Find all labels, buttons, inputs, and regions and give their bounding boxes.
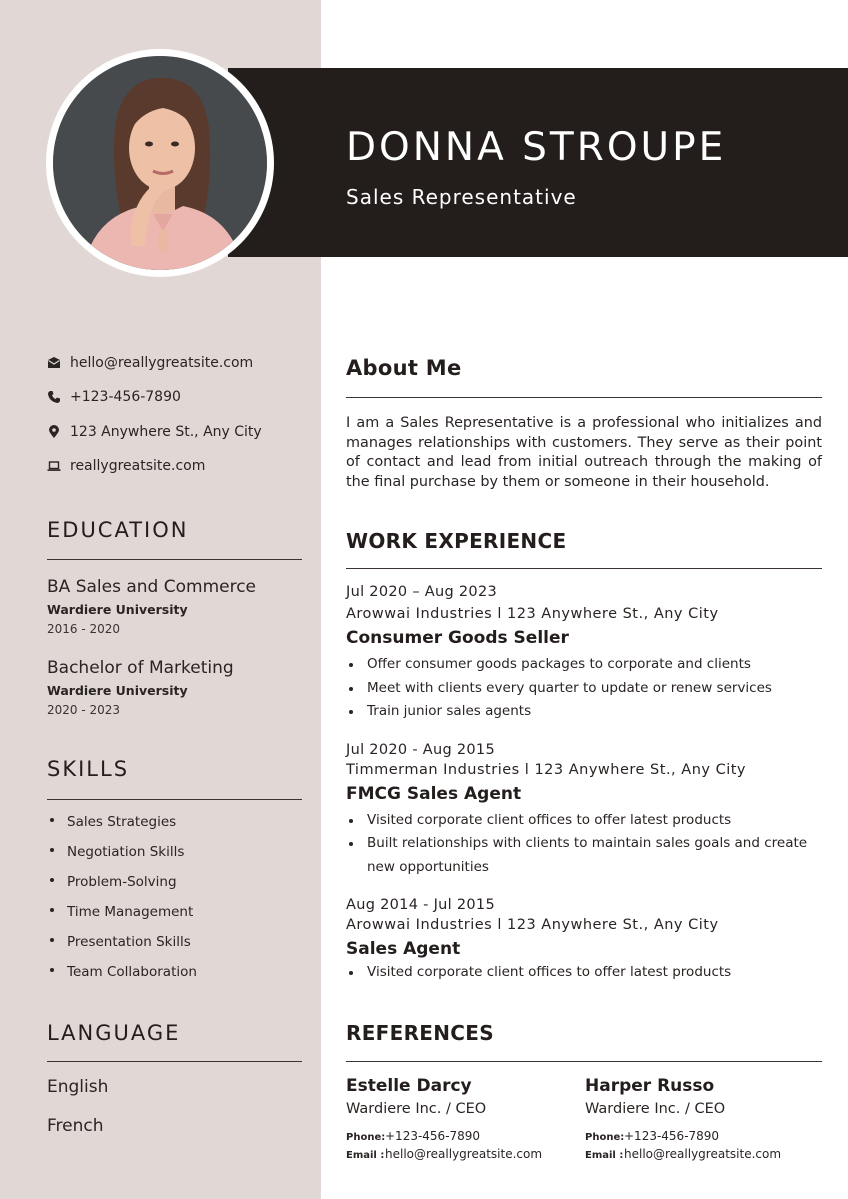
about-heading: About Me: [346, 356, 462, 380]
education-degree: BA Sales and Commerce: [47, 577, 257, 597]
job-title: FMCG Sales Agent: [346, 784, 522, 804]
reference-phone: Phone:+123-456-7890: [585, 1129, 720, 1143]
job-company: Timmerman Industries l 123 Anywhere St., Any City: [346, 762, 746, 778]
contact-address-text: 123 Anywhere St., Any City: [70, 424, 262, 440]
job-date: Aug 2014 - Jul 2015: [346, 897, 495, 913]
job-title: Sales Agent: [346, 939, 461, 959]
language-item: English: [47, 1077, 109, 1097]
job-date: Jul 2020 - Aug 2015: [346, 742, 495, 758]
job-bullet: Built relationships with clients to maintain sales goals and create new opportunities: [349, 832, 809, 879]
education-school: Wardiere University: [47, 602, 188, 617]
job-date: Jul 2020 – Aug 2023: [346, 584, 497, 600]
language-heading: LANGUAGE: [47, 1021, 181, 1045]
reference-company: Wardiere Inc. / CEO: [346, 1101, 487, 1117]
skill-item: Problem-Solving: [50, 874, 177, 890]
education-years: 2020 - 2023: [47, 703, 121, 717]
education-heading: EDUCATION: [47, 518, 189, 542]
phone-icon: [47, 390, 61, 404]
candidate-role: Sales Representative: [346, 185, 577, 209]
skill-item: Negotiation Skills: [50, 844, 184, 860]
skill-item: Team Collaboration: [50, 964, 197, 980]
contact-email[interactable]: [47, 355, 253, 371]
work-heading: WORK EXPERIENCE: [346, 529, 567, 553]
skill-item: Time Management: [50, 904, 193, 920]
reference-email[interactable]: Email :hello@reallygreatsite.com: [585, 1147, 782, 1161]
job-bullet: Meet with clients every quarter to update or renew services: [349, 677, 819, 701]
contact-email-text: hello@reallygreatsite.com: [70, 355, 254, 371]
skills-divider: [47, 799, 302, 800]
work-divider: [346, 568, 822, 569]
job-bullet: Train junior sales agents: [349, 700, 819, 724]
language-item: French: [47, 1116, 104, 1136]
job-bullet: Visited corporate client offices to offer latest products: [349, 961, 819, 985]
contact-website-text: reallygreatsite.com: [70, 458, 206, 474]
reference-name: Harper Russo: [585, 1076, 715, 1096]
candidate-name: DONNA STROUPE: [346, 125, 727, 170]
contact-phone[interactable]: [47, 389, 181, 405]
education-school: Wardiere University: [47, 683, 188, 698]
contact-website[interactable]: [47, 458, 205, 474]
skill-item: Sales Strategies: [50, 814, 176, 830]
reference-phone: Phone:+123-456-7890: [346, 1129, 481, 1143]
references-heading: REFERENCES: [346, 1021, 494, 1045]
reference-email[interactable]: Email :hello@reallygreatsite.com: [346, 1147, 543, 1161]
about-text: I am a Sales Representative is a professional who initializes and manages relationships with customers. They serve as their point of contact and lead from initial outreach through the making of the final purchase by them or someone in their household.: [346, 415, 822, 490]
envelope-icon: [47, 356, 61, 370]
education-years: 2016 - 2020: [47, 622, 121, 636]
references-divider: [346, 1061, 822, 1062]
contact-address: [47, 424, 262, 440]
location-pin-icon: [47, 425, 61, 439]
education-degree: Bachelor of Marketing: [47, 658, 234, 678]
reference-name: Estelle Darcy: [346, 1076, 472, 1096]
about-divider: [346, 397, 822, 398]
job-company: Arowwai Industries l 123 Anywhere St., Any City: [346, 606, 719, 622]
skill-item: Presentation Skills: [50, 934, 191, 950]
contact-phone-text: +123-456-7890: [70, 389, 181, 405]
laptop-icon: [47, 459, 61, 473]
profile-photo: [53, 56, 267, 270]
skills-heading: SKILLS: [47, 757, 130, 781]
education-divider: [47, 559, 302, 560]
job-title: Consumer Goods Seller: [346, 628, 569, 648]
job-company: Arowwai Industries l 123 Anywhere St., Any City: [346, 917, 719, 933]
job-bullet: Offer consumer goods packages to corporate and clients: [349, 653, 819, 677]
language-divider: [47, 1061, 302, 1062]
job-bullet: Visited corporate client offices to offer latest products: [349, 809, 819, 833]
reference-company: Wardiere Inc. / CEO: [585, 1101, 726, 1117]
